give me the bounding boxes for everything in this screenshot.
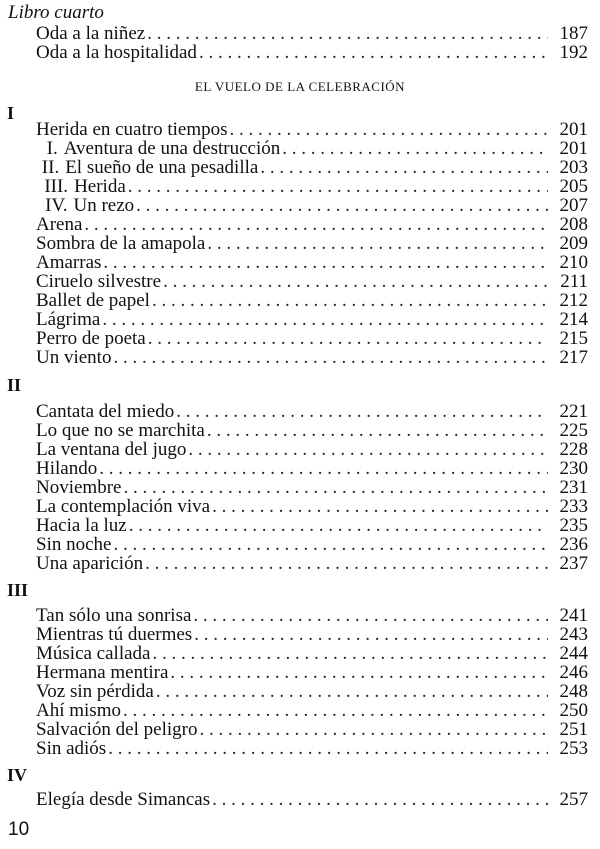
book-title: Libro cuarto	[8, 2, 104, 23]
entry-page-number: 211	[560, 271, 588, 292]
entry-page-number: 210	[559, 252, 588, 273]
group-numeral: IV	[7, 765, 28, 785]
entry-page-number: 212	[559, 290, 588, 311]
entry-page-number: 235	[559, 515, 588, 536]
toc-entry	[36, 738, 588, 760]
entry-title: Hacia la luz	[36, 515, 127, 536]
toc-entry	[36, 42, 588, 64]
entry-title: Sin noche	[36, 534, 112, 555]
section-heading: EL VUELO DE LA CELEBRACIÓN	[194, 79, 406, 94]
subentry-numeral: I.	[46, 138, 58, 159]
entry-page-number: 203	[559, 157, 588, 178]
entry-title: Ballet de papel	[36, 290, 150, 311]
entry-page-number: 237	[559, 553, 588, 574]
entry-title: Sin adiós	[36, 738, 107, 759]
entry-page-number: 215	[559, 328, 588, 349]
entry-page-number: 217	[559, 347, 588, 368]
entry-title: Amarras	[36, 252, 102, 273]
entry-title: Arena	[36, 214, 83, 235]
entry-title: Elegía desde Simancas	[36, 789, 211, 810]
entry-page-number: 253	[559, 738, 588, 759]
dot-leader	[212, 789, 548, 811]
entry-page-number: 225	[559, 420, 588, 441]
entry-page-number: 221	[559, 401, 588, 422]
toc-entry	[36, 347, 588, 369]
toc-entry	[36, 553, 588, 575]
entry-page-number: 192	[559, 42, 588, 63]
entry-title: El sueño de una pesadilla	[65, 157, 259, 178]
entry-page-number: 207	[559, 195, 588, 216]
entry-page-number: 201	[559, 138, 588, 159]
entry-page-number: 236	[559, 534, 588, 555]
entry-title: Mientras tú duermes	[36, 624, 193, 645]
page-number: 10	[8, 819, 30, 840]
entry-page-number: 250	[559, 700, 588, 721]
entry-title: Un viento	[36, 347, 112, 368]
entry-page-number: 231	[559, 477, 588, 498]
entry-title: Lágrima	[36, 309, 101, 330]
subentry-numeral: II.	[41, 157, 60, 178]
entry-title: La ventana del jugo	[36, 439, 187, 460]
entry-page-number: 205	[559, 176, 588, 197]
entry-title: Noviembre	[36, 477, 122, 498]
entry-title: Ahí mismo	[36, 700, 121, 721]
entry-title: Aventura de una destrucción	[63, 138, 281, 159]
entry-title: Salvación del peligro	[36, 719, 198, 740]
dot-leader	[199, 42, 548, 64]
entry-page-number: 208	[559, 214, 588, 235]
group-numeral: II	[7, 375, 22, 395]
entry-page-number: 228	[559, 439, 588, 460]
entry-page-number: 230	[559, 458, 588, 479]
toc-entry	[36, 789, 588, 811]
group-numeral: I	[7, 103, 15, 123]
entry-title: Tan sólo una sonrisa	[36, 605, 192, 626]
entry-page-number: 246	[559, 662, 588, 683]
entry-title: Ciruelo silvestre	[36, 271, 162, 292]
group-numeral: III	[7, 580, 29, 600]
entry-title: Herida en cuatro tiempos	[36, 119, 228, 140]
entry-page-number: 248	[559, 681, 588, 702]
entry-page-number: 244	[559, 643, 588, 664]
entry-page-number: 187	[559, 23, 588, 44]
entry-page-number: 241	[559, 605, 588, 626]
entry-title: La contemplación viva	[36, 496, 211, 517]
entry-page-number: 209	[559, 233, 588, 254]
entry-title: Herida	[74, 176, 126, 197]
dot-leader	[108, 738, 548, 760]
entry-title: Un rezo	[73, 195, 135, 216]
entry-title: Voz sin pérdida	[36, 681, 154, 702]
subentry-numeral: III.	[44, 176, 69, 197]
entry-title: Hermana mentira	[36, 662, 169, 683]
entry-page-number: 214	[559, 309, 588, 330]
entry-title: Perro de poeta	[36, 328, 146, 349]
entry-title: Cantata del miedo	[36, 401, 175, 422]
entry-title: Oda a la hospitalidad	[36, 42, 197, 63]
entry-title: Sombra de la amapola	[36, 233, 206, 254]
entry-page-number: 201	[559, 119, 588, 140]
entry-title: Lo que no se marchita	[36, 420, 205, 441]
subentry-numeral: IV.	[45, 195, 68, 216]
entry-page-number: 233	[559, 496, 588, 517]
dot-leader	[113, 347, 548, 369]
entry-page-number: 251	[559, 719, 588, 740]
entry-title: Música callada	[36, 643, 151, 664]
entry-page-number: 257	[559, 789, 588, 810]
entry-title: Oda a la niñez	[36, 23, 146, 44]
entry-title: Hilando	[36, 458, 98, 479]
dot-leader	[145, 553, 548, 575]
entry-page-number: 243	[559, 624, 588, 645]
entry-title: Una aparición	[36, 553, 144, 574]
